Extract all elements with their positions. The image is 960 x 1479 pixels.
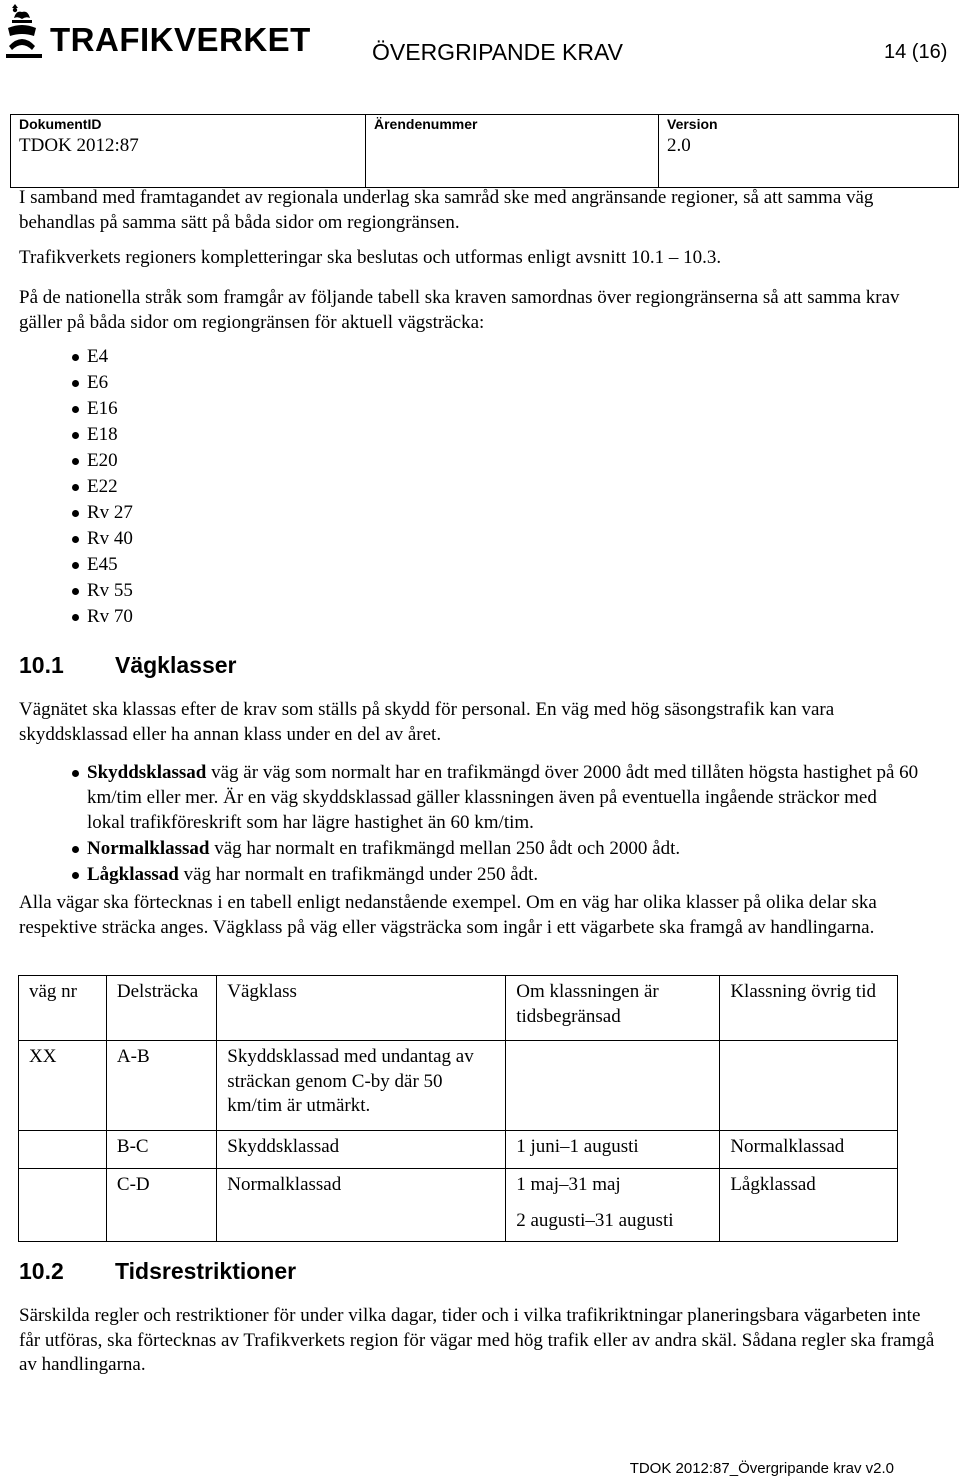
class-term: Normalklassad [87, 838, 210, 859]
section-title: Tidsrestriktioner [115, 1258, 297, 1284]
road-list-item: E6 [19, 370, 419, 396]
road-list-item: E18 [19, 422, 419, 448]
table-cell [19, 1131, 107, 1169]
road-list-item: E22 [19, 474, 419, 500]
table-cell [506, 1169, 720, 1242]
table-header-row [19, 976, 898, 1041]
class-description: väg har normalt en trafikmängd under 250 ådt. [178, 864, 539, 885]
table-cell [106, 1169, 216, 1242]
class-description: väg är väg som normalt har en trafikmängd över 2000 ådt med tillåten högsta hastighet på 60 km/tim eller mer. Är en väg skyddsklassad gäller klassningen även på eventuella ingående sträckor med lokal trafikföreskrift som har lägre hastighet än 60 km/tim. [87, 762, 919, 833]
table-cell [506, 1131, 720, 1169]
paragraph-samrad: I samband med framtagandet av regionala underlag ska samråd ske med angränsande regioner, så att samma väg behandlas på samma sätt på båda sidor om regiongränsen. [19, 187, 874, 233]
meta-version [659, 115, 959, 187]
road-list [19, 344, 419, 630]
docid-label: DokumentID [19, 116, 102, 132]
table-cell-text: B-C [116, 1136, 149, 1157]
section-heading-vagklasser [19, 651, 236, 679]
document-type: ÖVERGRIPANDE KRAV [372, 39, 623, 65]
table-header-cell: Delsträcka [106, 976, 216, 1041]
class-definition-item [19, 862, 919, 887]
table-cell [19, 1041, 107, 1131]
table-cell [217, 1169, 506, 1242]
paragraph-alla-vagar: Alla vägar ska förtecknas i en tabell enligt nedanstående exempel. Om en väg har olika klasser på olika delar ska respektive sträcka anges. Vägklass på väg eller vägsträcka som ingår i ett vägarbete ska framgå av handlingarna. [19, 892, 877, 938]
meta-arende [366, 115, 659, 187]
table-row [19, 1169, 898, 1242]
road-class-table [18, 975, 898, 1242]
table-header-cell: Klassning övrig tid [720, 976, 898, 1041]
docid-value: TDOK 2012:87 [19, 135, 139, 156]
table-cell [106, 1041, 216, 1131]
table-cell-text: A-B [116, 1046, 150, 1067]
table-header-cell: Vägklass [217, 976, 506, 1041]
arende-label: Ärendenummer [374, 116, 478, 132]
road-list-item: Rv 27 [19, 500, 419, 526]
road-list-item: E20 [19, 448, 419, 474]
table-row [19, 1131, 898, 1169]
table-cell-text: 1 juni–1 augusti [516, 1136, 639, 1157]
table-cell [19, 1169, 107, 1242]
table-cell-text: Normalklassad [730, 1136, 845, 1157]
meta-docid [11, 115, 366, 187]
trafikverket-logo [2, 4, 311, 62]
class-definition-list [19, 760, 919, 888]
table-cell [106, 1131, 216, 1169]
table-cell-text: Skyddsklassad [227, 1136, 340, 1157]
table-cell-text: Normalklassad [227, 1174, 342, 1195]
table-row [19, 1041, 898, 1131]
section-title: Vägklasser [115, 652, 237, 678]
paragraph-sarskilda-regler: Särskilda regler och restriktioner för under vilka dagar, tider och i vilka trafikriktningar planeringsbara vägarbeten inte får utföras, ska förtecknas av Trafikverkets region för vägar med hög trafik eller av andra skäl. Sådana regler ska framgå av handlingarna. [19, 1305, 935, 1375]
table-cell-text: C-D [116, 1174, 150, 1195]
page-footer: TDOK 2012:87_Övergripande krav v2.0 [629, 1460, 894, 1477]
table-cell [720, 1169, 898, 1242]
logo-wordmark: TRAFIKVERKET [50, 21, 311, 58]
road-list-item: Rv 70 [19, 604, 419, 630]
class-definition-item [19, 836, 919, 861]
table-cell-text: 1 maj–31 maj [516, 1174, 621, 1195]
section-heading-tidsrestriktioner [19, 1257, 296, 1285]
table-cell-text: Skyddsklassad med undantag av sträckan genom C-by där 50 km/tim är utmärkt. [227, 1046, 474, 1116]
class-description: väg har normalt en trafikmängd mellan 250 ådt och 2000 ådt. [209, 838, 681, 859]
class-definition-item [19, 760, 919, 835]
class-term: Skyddsklassad [87, 762, 207, 783]
table-cell [217, 1041, 506, 1131]
version-label: Version [667, 116, 718, 132]
table-cell-text: Lågklassad [730, 1174, 816, 1195]
table-cell [506, 1041, 720, 1131]
table-header-cell: Om klassningen är tidsbegränsad [506, 976, 720, 1041]
road-list-item: E16 [19, 396, 419, 422]
road-list-item: E4 [19, 344, 419, 370]
class-term: Lågklassad [87, 864, 179, 885]
table-cell-text: 2 augusti–31 augusti [516, 1209, 674, 1231]
section-number: 10.1 [19, 652, 64, 678]
document-meta-table [10, 114, 959, 188]
table-cell [720, 1041, 898, 1131]
page-number: 14 (16) [884, 41, 948, 63]
table-cell-text: XX [29, 1046, 57, 1067]
crown-icon [2, 4, 48, 62]
paragraph-nationella-strak: På de nationella stråk som framgår av följande tabell ska kraven samordnas över regiongränserna så att samma krav gäller på båda sidor om regiongränsen för aktuell vägsträcka: [19, 287, 900, 333]
section-number: 10.2 [19, 1258, 64, 1284]
table-cell [720, 1131, 898, 1169]
table-cell [217, 1131, 506, 1169]
version-value: 2.0 [667, 135, 691, 156]
road-list-item: E45 [19, 552, 419, 578]
road-list-item: Rv 40 [19, 526, 419, 552]
paragraph-kompletteringar: Trafikverkets regioners kompletteringar ska beslutas och utformas enligt avsnitt 10.1 – 10.3. [19, 247, 722, 268]
paragraph-vagnatet: Vägnätet ska klassas efter de krav som ställs på skydd för personal. En väg med hög säsongstrafik kan vara skyddsklassad eller ha annan klass under en del av året. [19, 699, 835, 745]
road-list-item: Rv 55 [19, 578, 419, 604]
table-header-cell: väg nr [19, 976, 107, 1041]
